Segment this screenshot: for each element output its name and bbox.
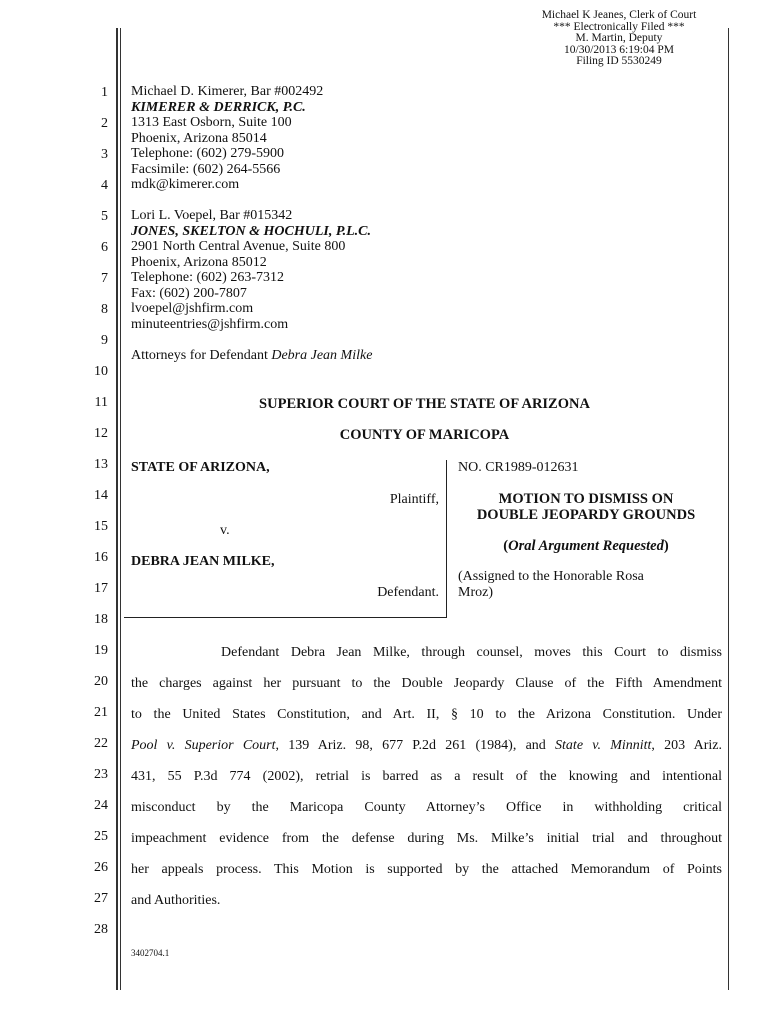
line-number: 26: [94, 860, 108, 875]
firm-name: JONES, SKELTON & HOCHULI, P.L.C.: [131, 223, 371, 239]
line-number: 6: [101, 240, 108, 255]
oral-close-paren: ): [663, 538, 669, 554]
telephone: Telephone: (602) 263-7312: [131, 270, 284, 285]
body-line: [131, 637, 722, 668]
line-number: 18: [94, 612, 108, 627]
counsel-block-2: [131, 208, 371, 332]
assigned-judge-line1: (Assigned to the Honorable Rosa: [458, 569, 644, 584]
oral-text: Oral Argument Requested: [508, 538, 664, 554]
line-number: 8: [101, 302, 108, 317]
body-text: , 203 Ariz.: [651, 738, 723, 753]
address-line: Phoenix, Arizona 85014: [131, 130, 267, 146]
caption-divider-horizontal: [124, 617, 447, 618]
line-number: 23: [94, 767, 108, 782]
right-margin-rule: [728, 28, 729, 990]
line-number: 21: [94, 705, 108, 720]
line-number: 17: [94, 581, 108, 596]
line-number: 11: [94, 395, 108, 410]
line-number: 24: [94, 798, 108, 813]
line-number: 1: [101, 85, 108, 100]
county-name: COUNTY OF MARICOPA: [339, 427, 510, 443]
line-number: 16: [94, 550, 108, 565]
motion-title-line1: MOTION TO DISMISS ON: [498, 491, 674, 507]
oral-open-paren: (: [503, 538, 509, 554]
facsimile: Facsimile: (602) 264-5566: [131, 161, 281, 177]
email: lvoepel@jshfirm.com: [131, 301, 254, 316]
body-text: Defendant Debra Jean Milke, through counsel, moves this Court to dismiss: [221, 645, 722, 660]
stamp-filing-id: Filing ID 5530249: [576, 55, 662, 67]
plaintiff-party: STATE OF ARIZONA,: [131, 460, 270, 475]
defendant-party: DEBRA JEAN MILKE,: [131, 554, 275, 569]
line-number: 13: [94, 457, 108, 472]
motion-body: [131, 637, 722, 916]
telephone: Telephone: (602) 279-5900: [131, 146, 284, 161]
motion-title-line2: DOUBLE JEOPARDY GROUNDS: [476, 507, 696, 523]
line-number: 14: [94, 488, 108, 503]
line-number: 7: [101, 271, 108, 286]
email: minuteentries@jshfirm.com: [131, 316, 289, 332]
attorneys-for-prefix: Attorneys for Defendant: [131, 348, 272, 363]
counsel-block-1: [131, 84, 323, 193]
stamp-datetime: 10/30/2013 6:19:04 PM: [564, 43, 674, 56]
body-line: 431, 55 P.3d 774 (2002), retrial is barred as a result of the knowing and intentional: [131, 769, 722, 784]
line-number: 4: [101, 178, 108, 193]
counsel-name: Michael D. Kimerer, Bar #002492: [131, 84, 324, 99]
line-number: 27: [94, 891, 108, 906]
email: mdk@kimerer.com: [131, 177, 240, 192]
counsel-name: Lori L. Voepel, Bar #015342: [131, 208, 293, 223]
line-number: 15: [94, 519, 108, 534]
body-text: , 139 Ariz. 98, 677 P.2d 261 (1984), and: [275, 738, 556, 753]
case-citation: State v. Minnitt: [555, 738, 652, 753]
case-citation: Pool v. Superior Court: [131, 738, 276, 753]
line-number: 5: [101, 209, 108, 224]
line-number: 22: [94, 736, 108, 751]
line-number: 20: [94, 674, 108, 689]
court-name: SUPERIOR COURT OF THE STATE OF ARIZONA: [259, 396, 590, 412]
defendant-label: Defendant.: [377, 585, 439, 600]
body-line: and Authorities.: [131, 893, 221, 908]
assigned-judge-line2: Mroz): [458, 585, 493, 600]
left-margin-rule-inner: [120, 28, 121, 990]
line-number: 25: [94, 829, 108, 844]
stamp-filed: *** Electronically Filed ***: [553, 20, 685, 33]
body-line: impeachment evidence from the defense during Ms. Milke’s initial trial and throughout: [131, 831, 722, 846]
client-name: Debra Jean Milke: [271, 348, 373, 363]
line-number: 28: [94, 922, 108, 937]
case-number: NO. CR1989-012631: [458, 460, 579, 475]
body-line: [131, 730, 722, 761]
stamp-deputy: M. Martin, Deputy: [575, 32, 663, 44]
stamp-clerk: Michael K Jeanes, Clerk of Court: [541, 9, 697, 21]
filing-stamp: [504, 10, 734, 68]
line-number: 12: [94, 426, 108, 441]
address-line: 1313 East Osborn, Suite 100: [131, 115, 292, 130]
caption-divider-vertical: [446, 460, 447, 618]
facsimile: Fax: (602) 200-7807: [131, 285, 247, 301]
body-line: to the United States Constitution, and Art. II, § 10 to the Arizona Constitution. Under: [131, 707, 722, 722]
body-line: the charges against her pursuant to the Double Jeopardy Clause of the Fifth Amendment: [131, 676, 722, 691]
document-id: 3402704.1: [131, 948, 170, 958]
line-number: 10: [94, 364, 108, 379]
left-margin-rule: [116, 28, 118, 990]
line-number: 2: [101, 116, 108, 131]
firm-name: KIMERER & DERRICK, P.C.: [131, 99, 306, 115]
plaintiff-label: Plaintiff,: [389, 492, 439, 507]
line-number: 9: [101, 333, 108, 348]
address-line: 2901 North Central Avenue, Suite 800: [131, 239, 346, 254]
attorneys-for: [131, 348, 372, 364]
versus: v.: [220, 523, 230, 538]
line-number: 3: [101, 147, 108, 162]
oral-argument-requested: [458, 538, 714, 554]
body-line: her appeals process. This Motion is supported by the attached Memorandum of Points: [131, 862, 722, 877]
line-number: 19: [94, 643, 108, 658]
address-line: Phoenix, Arizona 85012: [131, 254, 267, 270]
body-line: misconduct by the Maricopa County Attorney’s Office in withholding critical: [131, 800, 722, 815]
